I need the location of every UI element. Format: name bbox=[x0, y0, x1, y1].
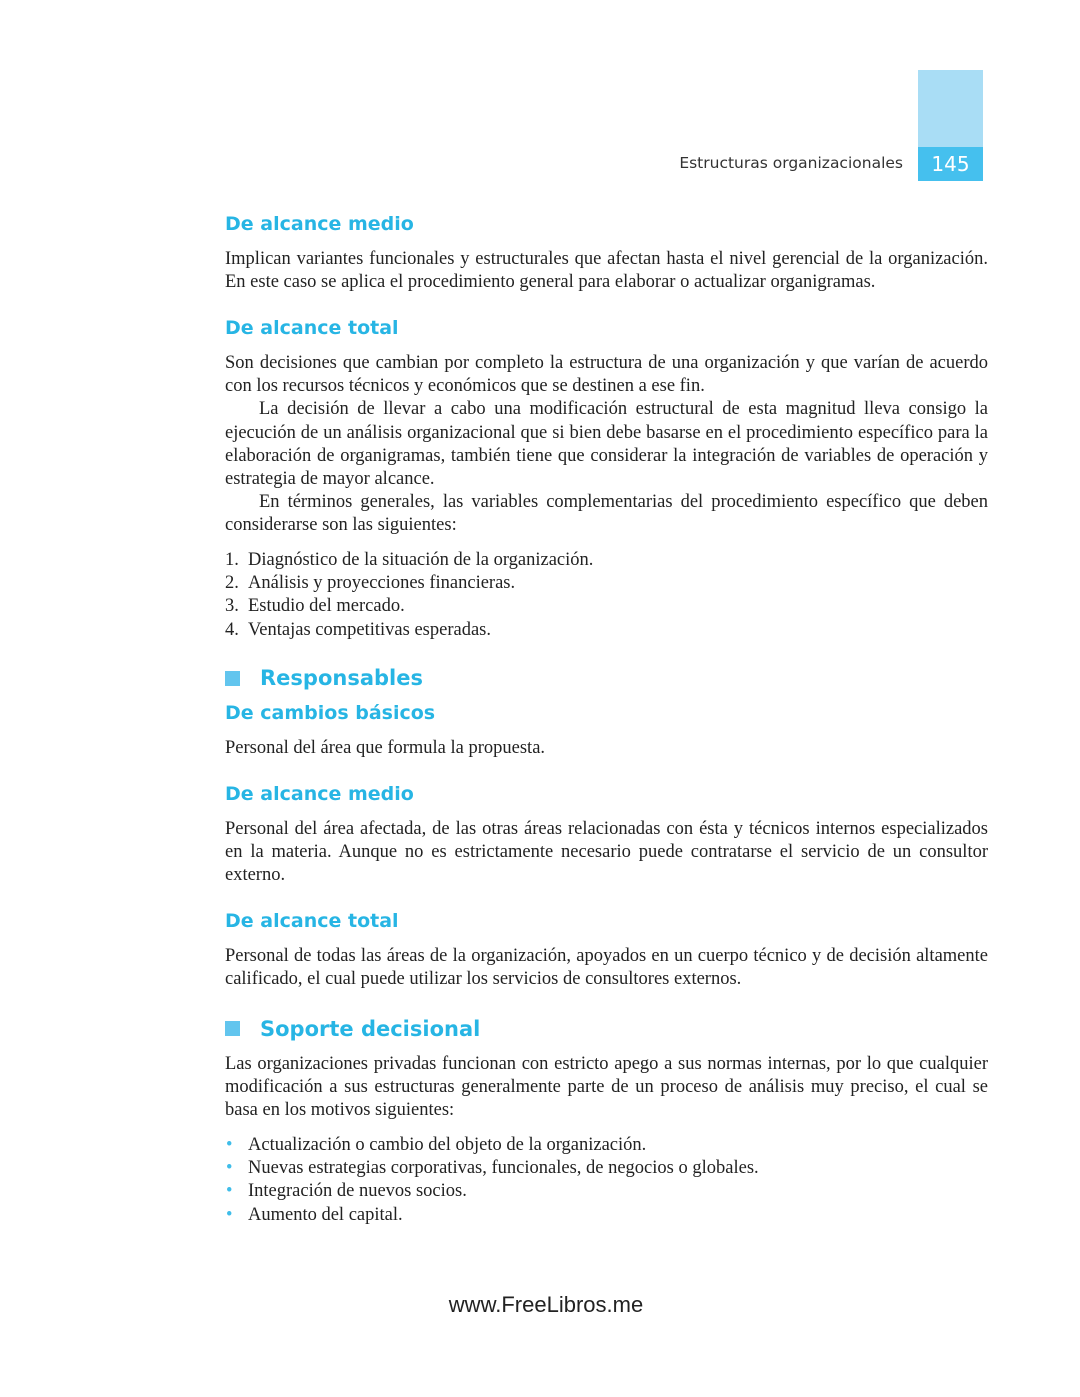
list-item-text: Ventajas competitivas esperadas. bbox=[248, 619, 491, 640]
subheading-cambios-basicos: De cambios básicos bbox=[225, 702, 436, 724]
paragraph: Personal del área que formula la propuesta. bbox=[225, 738, 546, 758]
bullet-icon: • bbox=[226, 1135, 233, 1155]
list-item bbox=[225, 1134, 988, 1157]
section-square-icon bbox=[225, 671, 240, 686]
section-square-icon bbox=[225, 1021, 240, 1036]
footer-url: www.FreeLibros.me bbox=[448, 1292, 644, 1317]
list-item bbox=[225, 1180, 988, 1203]
paragraph: Son decisiones que cambian por completo la estructura de una organización y que varían de acuerdo con los recursos técnicos y económicos que se destinen a ese fin. bbox=[225, 353, 988, 397]
list-item bbox=[225, 1204, 988, 1227]
paragraph: Personal del área afectada, de las otras áreas relacionadas con ésta y técnicos internos especializados en la materia. Aunque no es estrictamente necesario puede contratarse el servicio de un consultor externo. bbox=[225, 819, 988, 886]
list-item-text: Análisis y proyecciones financieras. bbox=[248, 573, 516, 594]
list-item bbox=[225, 572, 988, 595]
list-item bbox=[225, 619, 988, 642]
list-item-text: Aumento del capital. bbox=[248, 1204, 403, 1225]
bullet-icon: • bbox=[226, 1204, 233, 1225]
subheading-alcance-total: De alcance total bbox=[225, 317, 399, 339]
numbered-list bbox=[225, 549, 988, 642]
bullet-icon: • bbox=[226, 1181, 233, 1202]
list-item bbox=[225, 595, 988, 618]
paragraph: En términos generales, las variables complementarias del procedimiento específico que deben considerarse son las siguientes: bbox=[225, 492, 988, 536]
list-item-text: Diagnóstico de la situación de la organización. bbox=[248, 550, 594, 570]
section-heading-soporte: Soporte decisional bbox=[260, 1017, 481, 1041]
bullet-icon: • bbox=[226, 1158, 233, 1179]
bullet-list bbox=[225, 1134, 988, 1227]
list-item-text: Nuevas estrategias corporativas, funcionales, de negocios o globales. bbox=[248, 1158, 759, 1179]
subheading-alcance-total: De alcance total bbox=[225, 910, 399, 932]
list-number: 3. bbox=[225, 596, 239, 617]
page-tab-decoration bbox=[918, 70, 983, 147]
list-number: 2. bbox=[225, 573, 239, 594]
page-number: 145 bbox=[918, 147, 983, 181]
list-number: 1. bbox=[225, 550, 239, 570]
paragraph: Las organizaciones privadas funcionan con estricto apego a sus normas internas, por lo que cualquier modificación a sus estructuras generalmente parte de un proceso de análisis muy preciso, el cual se basa en los motivos siguientes: bbox=[225, 1054, 988, 1121]
alcance-total-body bbox=[225, 352, 988, 538]
running-header: Estructuras organizacionales bbox=[679, 154, 903, 172]
paragraph: Implican variantes funcionales y estructurales que afectan hasta el nivel gerencial de la organización. En este caso se aplica el procedimiento general para elaborar o actualizar organigramas. bbox=[225, 249, 988, 293]
subheading-alcance-medio: De alcance medio bbox=[225, 783, 414, 805]
paragraph: La decisión de llevar a cabo una modificación estructural de esta magnitud lleva consigo la ejecución de un análisis organizacional que si bien debe basarse en el procedimiento específico para la elaboración de organigramas, también tiene que considerar la integración de variables de operación y estrategia de mayor alcance. bbox=[225, 399, 988, 490]
list-item bbox=[225, 549, 988, 572]
list-item-text: Actualización o cambio del objeto de la organización. bbox=[248, 1135, 647, 1155]
paragraph: Personal de todas las áreas de la organización, apoyados en un cuerpo técnico y de decisión altamente calificado, el cual puede utilizar los servicios de consultores externos. bbox=[225, 946, 988, 990]
list-item-text: Estudio del mercado. bbox=[248, 596, 405, 617]
section-heading-responsables: Responsables bbox=[260, 666, 423, 690]
list-item-text: Integración de nuevos socios. bbox=[248, 1181, 467, 1202]
list-item bbox=[225, 1157, 988, 1180]
subheading-alcance-medio: De alcance medio bbox=[225, 213, 414, 235]
list-number: 4. bbox=[225, 619, 239, 640]
